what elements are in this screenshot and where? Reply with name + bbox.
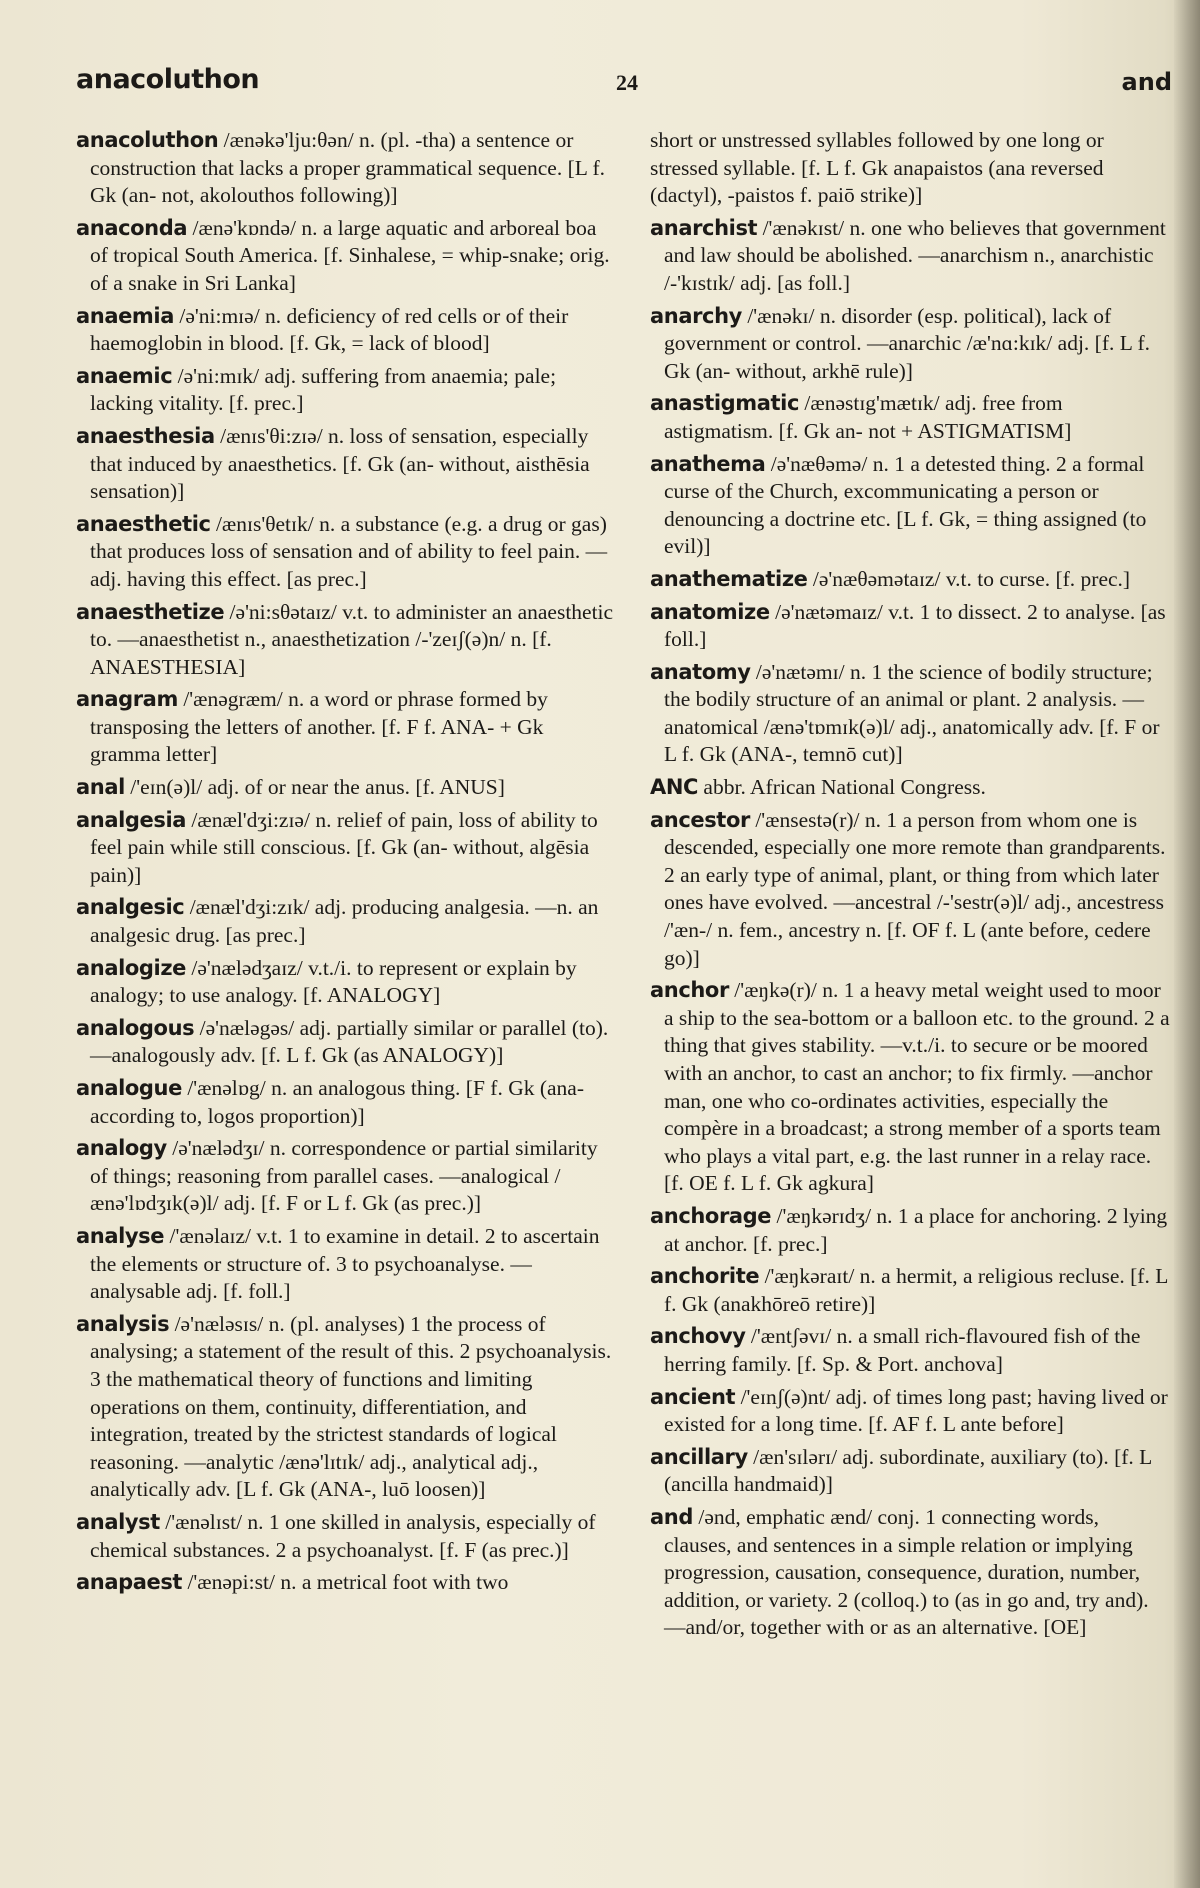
dictionary-entry xyxy=(650,599,1170,654)
headword: anal xyxy=(76,775,125,800)
headword: anaesthesia xyxy=(76,423,215,448)
definition: /'æŋkə(r)/ n. 1 a heavy metal weight used to moor a ship to the sea-bottom or a balloon etc. to the ground. 2 a thing that gives stability. —v.t./i. to secure or be moored with an anchor, to cast an anchor; to fix firmly. —anchor man, one who co-ordinates activities, especially the compère in a broadcast; a strong member of a sports team who plays a vital part, e.g. the last runner in a relay race. [f. OE f. L f. Gk agkura] xyxy=(664,978,1170,1196)
headword: anathematize xyxy=(650,566,808,591)
dictionary-entry xyxy=(650,1384,1170,1439)
dictionary-entry xyxy=(76,599,616,682)
dictionary-entry xyxy=(76,1569,616,1597)
headword: analysis xyxy=(76,1311,170,1336)
right-column xyxy=(650,127,1170,1647)
dictionary-entry xyxy=(76,303,616,358)
dictionary-entry xyxy=(650,303,1170,386)
headword: anarchist xyxy=(650,215,758,240)
headword: anatomize xyxy=(650,599,770,624)
dictionary-entry xyxy=(76,423,616,506)
headword: analgesic xyxy=(76,895,185,920)
page-number: 24 xyxy=(616,70,638,95)
definition: /ænɪs'θetɪk/ n. a substance (e.g. a drug or gas) that produces loss of sensation and of ability to feel pain. —adj. having this effect. [as prec.] xyxy=(90,511,608,591)
left-column xyxy=(76,127,616,1602)
dictionary-entry xyxy=(76,1509,616,1564)
book-gutter-shadow xyxy=(1174,0,1200,1888)
headword: analogue xyxy=(76,1076,182,1100)
definition: /'ænəlaɪz/ v.t. 1 to examine in detail. 2 to ascertain the elements or structure of. 3 to psychoanalyse. —analysable adj. [f. foll.] xyxy=(90,1223,600,1304)
headword: analogous xyxy=(76,1015,195,1040)
dictionary-entry xyxy=(76,215,616,298)
running-header xyxy=(76,64,1172,104)
dictionary-entry xyxy=(76,1015,616,1070)
dictionary-entry xyxy=(76,1223,616,1306)
dictionary-entry xyxy=(76,774,616,802)
definition: /ə'næθəmə/ n. 1 a detested thing. 2 a formal curse of the Church, excommunicating a person or denouncing a doctrine etc. [L f. Gk, = thing assigned (to evil)] xyxy=(664,451,1147,559)
dictionary-entry xyxy=(76,1311,616,1504)
dictionary-entry xyxy=(76,363,616,418)
dictionary-entry xyxy=(76,511,616,594)
dictionary-entry xyxy=(650,659,1170,769)
dictionary-entry xyxy=(76,1075,616,1130)
headword: ancient xyxy=(650,1384,736,1409)
headword: anaemia xyxy=(76,303,174,328)
dictionary-entry xyxy=(76,686,616,769)
definition: /'æŋkəraɪt/ n. a hermit, a religious recluse. [f. L f. Gk (anakhōreō retire)] xyxy=(664,1264,1168,1316)
headword: anaemic xyxy=(76,363,173,388)
headword: anchovy xyxy=(650,1324,746,1349)
definition: /'ænəlɒg/ n. an analogous thing. [F f. Gk (ana- according to, logos proportion)] xyxy=(90,1076,584,1128)
dictionary-entry xyxy=(650,1323,1170,1378)
dictionary-entry xyxy=(76,894,616,949)
definition: abbr. African National Congress. xyxy=(703,775,986,800)
dictionary-entry xyxy=(76,1135,616,1218)
headword: analgesia xyxy=(76,807,187,832)
definition: /ænæl'dʒi:zɪə/ n. relief of pain, loss of ability to feel pain while still conscious. [f. Gk (an- without, algēsia pain)] xyxy=(90,807,598,887)
dictionary-entry xyxy=(650,566,1170,594)
definition: /'ænəkɪst/ n. one who believes that government and law should be abolished. —anarchism n., anarchistic /-'kɪstɪk/ adj. [as foll.] xyxy=(664,215,1166,295)
dictionary-entry xyxy=(650,451,1170,561)
definition: /ə'ni:mɪk/ adj. suffering from anaemia; pale; lacking vitality. [f. prec.] xyxy=(90,363,557,416)
headword: anatomy xyxy=(650,659,751,684)
headword: ANC xyxy=(650,775,699,800)
dictionary-entry xyxy=(650,1203,1170,1258)
definition: /æn'sɪlərɪ/ adj. subordinate, auxiliary (to). [f. L (ancilla handmaid)] xyxy=(664,1444,1152,1497)
definition: /'æntʃəvɪ/ n. a small rich-flavoured fish of the herring family. [f. Sp. & Port. anchova] xyxy=(664,1324,1141,1376)
dictionary-entry xyxy=(650,774,1170,802)
guide-word-right: and xyxy=(1121,68,1172,96)
headword: anathema xyxy=(650,451,766,476)
headword: anaesthetic xyxy=(76,511,211,536)
definition: /ə'næləgəs/ adj. partially similar or parallel (to). —analogously adv. [f. L f. Gk (as ANALOGY)] xyxy=(90,1015,609,1068)
headword: anchorite xyxy=(650,1264,760,1289)
definition: /ə'næθəmətaɪz/ v.t. to curse. [f. prec.] xyxy=(812,566,1131,591)
definition: /ə'nætəmɪ/ n. 1 the science of bodily structure; the bodily structure of an animal or plant. 2 analysis. —anatomical /ænə'tɒmɪk(ə)l/ adj., anatomically adv. [f. F or L f. Gk (ANA-, temnō cut)] xyxy=(664,659,1160,767)
definition: /'eɪn(ə)l/ adj. of or near the anus. [f. ANUS] xyxy=(130,775,505,800)
definition: /ə'ni:sθətaɪz/ v.t. to administer an anaesthetic to. —anaesthetist n., anaesthetization /-'zeɪʃ(ə)n/ n. [f. ANAESTHESIA] xyxy=(90,599,614,679)
definition: /ænəkə'lju:θən/ n. (pl. -tha) a sentence or construction that lacks a proper grammatical sequence. [L f. Gk (an- not, akolouthos following)] xyxy=(90,128,605,208)
dictionary-entry xyxy=(650,390,1170,445)
definition: /'ænəpi:st/ n. a metrical foot with two xyxy=(187,1570,509,1595)
definition: /'ænəlɪst/ n. 1 one skilled in analysis, especially of chemical substances. 2 a psychoanalyst. [f. F (as prec.)] xyxy=(90,1509,596,1562)
continued-entry-text: short or unstressed syllables followed by one long or stressed syllable. [f. L f. Gk anapaistos (ana reversed (dactyl), -paistos f. paiō strike)] xyxy=(650,128,1104,208)
headword: anaesthetize xyxy=(76,599,225,624)
definition: /ænəstɪg'mætɪk/ adj. free from astigmatism. [f. Gk an- not + ASTIGMATISM] xyxy=(664,391,1072,443)
headword: anchorage xyxy=(650,1203,772,1228)
definition: /'ænsestə(r)/ n. 1 a person from whom one is descended, especially one more remote than grandparents. 2 an early type of animal, plant, or thing from which later ones have evolved. —ancestral /-'sestr(ə)l/ adj., ancestress /'æn-/ n. fem., ancestry n. [f. OF f. L (ante before, cedere go)] xyxy=(664,807,1166,970)
headword: anagram xyxy=(76,687,178,712)
definition: /'ænəgræm/ n. a word or phrase formed by transposing the letters of another. [f. F f. ANA- + Gk gramma letter] xyxy=(90,687,548,767)
definition: /ə'næləsɪs/ n. (pl. analyses) 1 the process of analysing; a statement of the result of this. 2 psychoanalysis. 3 the mathematical theory of functions and limiting operations on them, continuity, differentiation, and integration, treated by the strictest standards of logical reasoning. —analytic /ænə'lɪtɪk/ adj., analytical adj., analytically adv. [L f. Gk (ANA-, luō loosen)] xyxy=(90,1311,612,1502)
headword: analogize xyxy=(76,955,187,980)
definition: /ə'ni:mɪə/ n. deficiency of red cells or of their haemoglobin in blood. [f. Gk, = lack of blood] xyxy=(90,303,569,356)
headword: anastigmatic xyxy=(650,391,799,416)
definition: /'æŋkərɪdʒ/ n. 1 a place for anchoring. 2 lying at anchor. [f. prec.] xyxy=(664,1203,1168,1256)
dictionary-entry xyxy=(650,1263,1170,1318)
dictionary-entry xyxy=(650,215,1170,298)
guide-word-left: anacoluthon xyxy=(76,64,260,95)
definition: /ə'nætəmaɪz/ v.t. 1 to dissect. 2 to analyse. [as foll.] xyxy=(664,599,1166,652)
headword: ancillary xyxy=(650,1444,748,1469)
dictionary-entry xyxy=(76,127,616,210)
definition: /ænæl'dʒi:zɪk/ adj. producing analgesia. —n. an analgesic drug. [as prec.] xyxy=(90,895,599,948)
definition: /ə'nælədʒaɪz/ v.t./i. to represent or explain by analogy; to use analogy. [f. ANALOGY] xyxy=(90,955,577,1008)
headword: analogy xyxy=(76,1136,167,1161)
definition: /'ænəkɪ/ n. disorder (esp. political), lack of government or control. —anarchic /æ'nɑ:kɪk/ adj. [f. L f. Gk (an- without, arkhē rule)] xyxy=(664,303,1150,383)
definition: /ə'nælədʒɪ/ n. correspondence or partial similarity of things; reasoning from parallel cases. —analogical /ænə'lɒdʒɪk(ə)l/ adj. [f. F or L f. Gk (as prec.)] xyxy=(90,1136,598,1216)
definition: /ænə'kɒndə/ n. a large aquatic and arboreal boa of tropical South America. [f. Sinhalese, = whip-snake; orig. of a snake in Sri Lanka] xyxy=(90,215,610,295)
dictionary-entry xyxy=(76,955,616,1010)
headword: analyse xyxy=(76,1223,165,1248)
dictionary-entry xyxy=(76,807,616,890)
headword: anacoluthon xyxy=(76,128,219,152)
definition: /'eɪnʃ(ə)nt/ adj. of times long past; having lived or existed for a long time. [f. AF f. L ante before] xyxy=(664,1384,1168,1437)
headword: anchor xyxy=(650,978,729,1003)
dictionary-entry xyxy=(650,807,1170,973)
headword: anapaest xyxy=(76,1570,183,1595)
dictionary-entry xyxy=(650,1444,1170,1499)
definition: /ænɪs'θi:zɪə/ n. loss of sensation, especially that induced by anaesthetics. [f. Gk (an- without, aisthēsia sensation)] xyxy=(90,423,590,504)
definition: /ənd, emphatic ænd/ conj. 1 connecting words, clauses, and sentences in a simple relation or implying progression, causation, consequence, duration, number, addition, or variety. 2 (colloq.) to (as in go and, try and). —and/or, together with or as an alternative. [OE] xyxy=(664,1504,1149,1640)
headword: ancestor xyxy=(650,807,750,832)
dictionary-entry xyxy=(650,1504,1170,1642)
dictionary-entry xyxy=(650,977,1170,1198)
headword: analyst xyxy=(76,1509,160,1534)
headword: anaconda xyxy=(76,215,188,240)
headword: and xyxy=(650,1504,693,1529)
headword: anarchy xyxy=(650,303,742,328)
